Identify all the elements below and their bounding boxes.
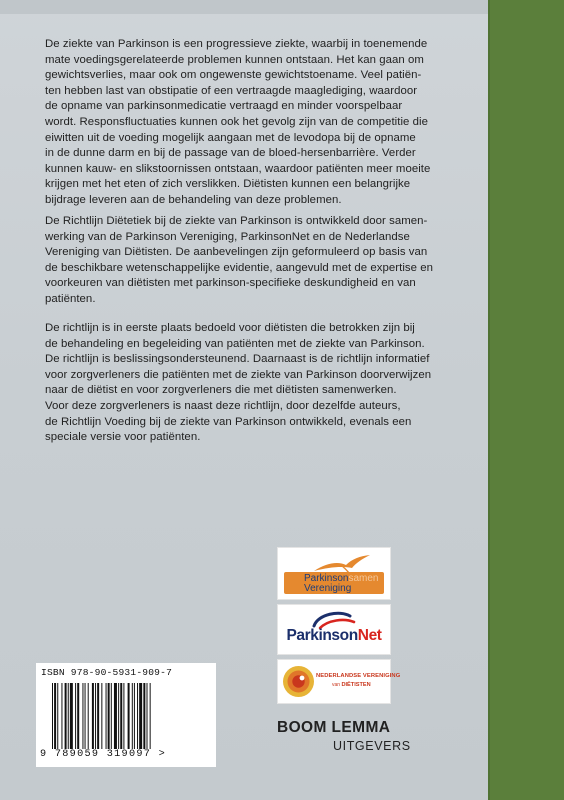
barcode-bar bbox=[88, 683, 89, 749]
barcode-bar bbox=[65, 683, 67, 749]
barcode-bar bbox=[97, 683, 99, 749]
paragraph-text: De Richtlijn Diëtetiek bij de ziekte van Parkinson is ontwikkeld door samen- werking van de Parkinson Vereniging, ParkinsonNet en de Nederlandse Vereniging van Diëtisten. De aanbevelingen zijn geformuleerd op basis van de beschikbare wetenschappelijke evidentie, aangevuld met de expertise en voorkeuren van diëtisten met parkinson-specifieke deskundigheid en van patiënten. bbox=[45, 215, 434, 305]
nvd-line-1: NEDERLANDSE VERENIGING bbox=[316, 673, 401, 679]
barcode-bar bbox=[123, 683, 124, 749]
summary-paragraph-1 bbox=[45, 37, 475, 209]
barcode-digits: 9 789059 319097 > bbox=[40, 749, 167, 760]
barcode-bar bbox=[77, 683, 79, 749]
barcode-bar bbox=[134, 683, 135, 749]
barcode-bar bbox=[111, 683, 112, 749]
publisher-logo bbox=[277, 719, 411, 761]
isbn-barcode bbox=[36, 663, 216, 767]
barcode-bars bbox=[52, 683, 202, 749]
nvd-line-2 bbox=[332, 682, 371, 688]
barcode-bar bbox=[114, 683, 117, 749]
barcode-bar bbox=[118, 683, 119, 749]
publisher-name: BOOM LEMMA bbox=[277, 719, 391, 736]
parkinsonnet-logo bbox=[277, 604, 391, 655]
barcode-bar bbox=[68, 683, 69, 749]
barcode-bar bbox=[75, 683, 76, 749]
summary-paragraph-2 bbox=[45, 214, 475, 308]
parkinsonnet-wordmark bbox=[278, 627, 390, 645]
barcode-bar bbox=[120, 683, 122, 749]
nvd-logo bbox=[277, 659, 401, 704]
barcode-bar bbox=[106, 683, 107, 749]
nvd-dietisten: DIËTISTEN bbox=[341, 682, 371, 688]
parkinson-vereniging-logo bbox=[277, 547, 391, 600]
nvd-prefix: van bbox=[332, 682, 341, 688]
nvd-circle-icon bbox=[282, 665, 315, 698]
barcode-bar bbox=[147, 683, 148, 749]
pn-part2: Net bbox=[357, 627, 382, 644]
pv-line-2: Vereniging bbox=[304, 583, 352, 594]
barcode-bar bbox=[143, 683, 145, 749]
barcode-bar bbox=[54, 683, 56, 749]
pn-part1: Parkinson bbox=[286, 627, 358, 644]
barcode-bar bbox=[85, 683, 86, 749]
barcode-bar bbox=[95, 683, 96, 749]
barcode-bar bbox=[128, 683, 130, 749]
barcode-bar bbox=[101, 683, 102, 749]
barcode-bar bbox=[150, 683, 151, 749]
barcode-bar bbox=[108, 683, 110, 749]
barcode-bar bbox=[137, 683, 138, 749]
barcode-bar bbox=[132, 683, 133, 749]
barcode-bar bbox=[57, 683, 58, 749]
barcode-bar bbox=[61, 683, 62, 749]
paragraph-text: De ziekte van Parkinson is een progressieve ziekte, waarbij in toenemende mate voedingsgerelateerde problemen kunnen ontstaan. Het kan gaan om gewichtsverlies, maar ook om ongewenste gewichtstoename. Veel patiën- ten hebben last van obstipatie of een vertraagde maaglediging, waardoor de opname van parkinsonmedicatie vertraagd en minder voorspelbaar wordt. Responsfluctuaties kunnen ook het gevolg zijn van de competitie die eiwitten uit de voeding mogelijk aangaan met de levodopa bij de opname in de dunne darm en bij de passage van de bloed-hersenbarrière. Verder kunnen kauw- en slikstoornissen ontstaan, waardoor patiënten meer moeite krijgen met het eten of zich verslikken. Diëtisten kunnen een belangrijke bijdrage leveren aan de behandeling van deze problemen. bbox=[45, 38, 431, 206]
barcode-bar bbox=[52, 683, 53, 749]
spine bbox=[488, 0, 564, 800]
barcode-bar bbox=[82, 683, 83, 749]
isbn-label: ISBN 978-90-5931-909-7 bbox=[41, 667, 173, 678]
paragraph-text: De richtlijn is in eerste plaats bedoeld voor diëtisten die betrokken zijn bij de behandeling en begeleiding van patiënten met de ziekte van Parkinson. De richtlijn is beslissingsondersteunend. Daarnaast is de richtlijn informatief voor zorgverleners die patiënten met de ziekte van Parkinson doorverwijzen naar de diëtist en voor zorgverleners die met diëtisten samenwerken. Voor deze zorgverleners is naast deze richtlijn, door dezelfde auteurs, de Richtlijn Voeding bij de ziekte van Parkinson ontwikkeld, evenals een speciale versie voor patiënten. bbox=[45, 322, 432, 444]
pv-ghost-text: samen bbox=[348, 573, 379, 584]
top-band bbox=[0, 0, 490, 14]
pv-name: Parkinson bbox=[304, 573, 349, 584]
barcode-bar bbox=[139, 683, 142, 749]
barcode-bar bbox=[92, 683, 94, 749]
summary-paragraph-3 bbox=[45, 321, 475, 446]
publisher-subtitle: UITGEVERS bbox=[333, 739, 411, 753]
barcode-bar bbox=[70, 683, 73, 749]
